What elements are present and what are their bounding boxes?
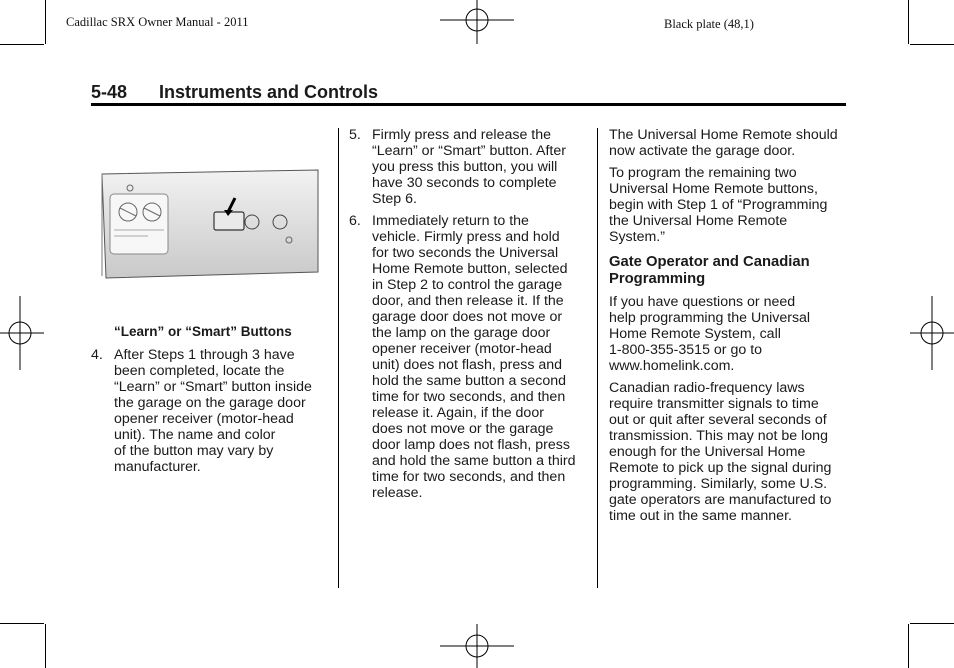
paragraph <box>609 127 849 159</box>
text-line: transmission. This may not be long <box>609 428 828 444</box>
column-divider <box>338 128 339 588</box>
text-line: vehicle. Firmly press and hold <box>372 229 560 245</box>
text-line: door lamp does not flash, press <box>372 437 570 453</box>
text-line: unit). The name and color <box>114 427 276 443</box>
text-line: System.” <box>609 229 665 245</box>
text-line: enough for the Universal Home <box>609 444 806 460</box>
step-number: 6. <box>349 213 361 229</box>
text-line: The Universal Home Remote should <box>609 127 838 143</box>
running-header-left: Cadillac SRX Owner Manual - 2011 <box>66 15 249 29</box>
text-line: hold the same button a second <box>372 373 567 389</box>
text-line: Immediately return to the <box>372 213 529 229</box>
crop-mark <box>908 0 909 44</box>
text-line: require transmitter signals to time <box>609 396 819 412</box>
text-line: “Learn” or “Smart” button inside <box>114 379 312 395</box>
text-line: time out in the same manner. <box>609 508 792 524</box>
text-line: Programming <box>609 271 706 287</box>
text-line: time for two seconds, and then <box>372 469 566 485</box>
step-5 <box>349 127 589 207</box>
text-line: Gate Operator and Canadian <box>609 254 810 270</box>
page-header <box>91 80 846 106</box>
crop-mark <box>45 0 46 44</box>
column-divider <box>597 128 598 588</box>
crop-mark <box>908 624 909 668</box>
text-line: of the button may vary by <box>114 443 274 459</box>
text-line: help programming the Universal <box>609 310 811 326</box>
text-line: does not move or the garage <box>372 421 554 437</box>
crop-mark <box>45 624 46 668</box>
text-line: To program the remaining two <box>609 165 797 181</box>
registration-target-right <box>910 296 954 370</box>
text-line: door, and then release it. If the <box>372 293 564 309</box>
text-line: unit) does not flash, press and <box>372 357 563 373</box>
text-line: release it. Again, if the door <box>372 405 544 421</box>
paragraph <box>609 294 849 374</box>
text-line: in Step 2 to control the garage <box>372 277 563 293</box>
text-line: manufacturer. <box>114 459 201 475</box>
subheading <box>609 254 849 288</box>
paragraph <box>609 380 849 524</box>
steps-5-6 <box>349 127 589 501</box>
text-line: the garage on the garage door <box>114 395 306 411</box>
running-header-right: Black plate (48,1) <box>664 17 754 31</box>
text-line: Home Remote System, call <box>609 326 781 342</box>
text-line: for two seconds the Universal <box>372 245 559 261</box>
text-line: opener receiver (motor-head <box>114 411 294 427</box>
text-line: Canadian radio-frequency laws <box>609 380 805 396</box>
text-line: have 30 seconds to complete <box>372 175 557 191</box>
step-4 <box>91 347 323 475</box>
text-line: gate operators are manufactured to <box>609 492 832 508</box>
text-line: programming. Similarly, some U.S. <box>609 476 828 492</box>
step-number: 4. <box>91 347 103 363</box>
text-line: Home Remote button, selected <box>372 261 568 277</box>
text-line: www.homelink.com. <box>609 358 735 374</box>
text-line: Universal Home Remote buttons, <box>609 181 818 197</box>
column-3 <box>609 127 849 524</box>
text-line: Step 6. <box>372 191 417 207</box>
step-6 <box>349 213 589 501</box>
text-line: Firmly press and release the <box>372 127 551 143</box>
text-line: “Learn” or “Smart” button. After <box>372 143 566 159</box>
text-line: the Universal Home Remote <box>609 213 788 229</box>
text-line: begin with Step 1 of “Programming <box>609 197 828 213</box>
text-line: now activate the garage door. <box>609 143 796 159</box>
text-line: 1-800-355-3515 or go to <box>609 342 763 358</box>
text-line: the lamp on the garage door <box>372 325 551 341</box>
crop-mark <box>910 623 954 624</box>
text-line: If you have questions or need <box>609 294 796 310</box>
text-line: Remote to pick up the signal during <box>609 460 832 476</box>
text-line: out or quit after several seconds of <box>609 412 827 428</box>
paragraph <box>609 165 849 245</box>
text-line: been completed, locate the <box>114 363 285 379</box>
text-line: release. <box>372 485 423 501</box>
text-line: you press this button, you will <box>372 159 558 175</box>
text-line: time for two seconds, and then <box>372 389 566 405</box>
figure-illustration <box>100 168 320 280</box>
figure-caption: “Learn” or “Smart” Buttons <box>114 324 292 339</box>
text-line: opener receiver (motor-head <box>372 341 552 357</box>
section-title: Instruments and Controls <box>159 82 379 102</box>
crop-mark <box>0 623 44 624</box>
crop-mark <box>910 44 954 45</box>
page-number: 5-48 <box>91 82 128 102</box>
text-line: and hold the same button a third <box>372 453 576 469</box>
text-line: garage door does not move or <box>372 309 563 325</box>
crop-mark <box>0 44 44 45</box>
registration-target-top <box>440 0 514 44</box>
step-number: 5. <box>349 127 361 143</box>
registration-target-bottom <box>440 624 514 668</box>
registration-target-left <box>0 296 44 370</box>
text-line: After Steps 1 through 3 have <box>114 347 295 363</box>
